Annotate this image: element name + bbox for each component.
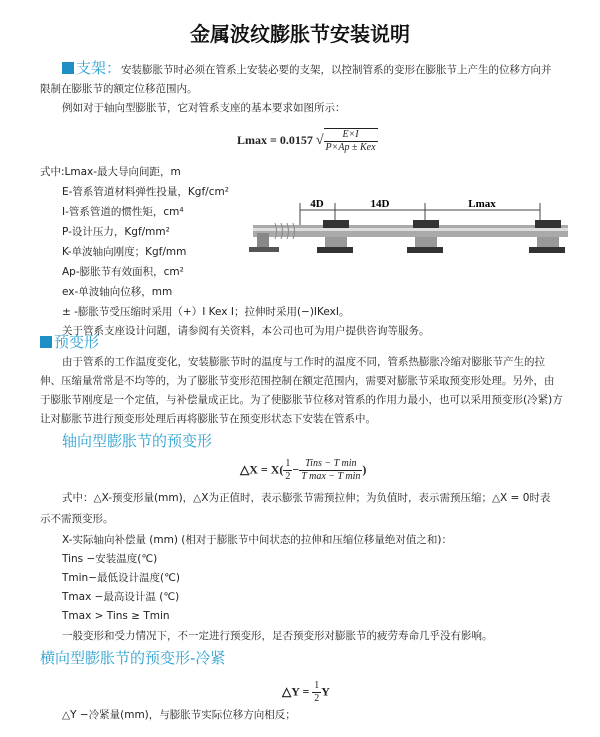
paragraph-text: 式中：△X-预变形量(mm)，△X为正值时，表示膨张节需预拉伸；为负值时，表示需预压缩；△X = 0时表 (62, 492, 551, 504)
support-spacing-diagram (245, 195, 570, 270)
definition: ex-单波轴向位移，mm (62, 286, 173, 298)
definition: Ap-膨胀节有效面积，cm² (62, 266, 184, 278)
dim-label-lmax: Lmax (468, 198, 496, 210)
paragraph-text: 伸、压缩量常常是不均等的，为了膨胀节变形范围控制在额定范围内，需要对膨胀节采取预变形处理。另外，由 (40, 375, 555, 387)
predeform-heading-row (40, 335, 99, 351)
paragraph-text: 由于管系的工作温度变化，安装膨胀节时的温度与工作时的温度不同，管系热膨胀冷缩对膨胀节产生的拉 (62, 356, 545, 368)
definition: P-设计压力，Kgf/mm² (62, 226, 170, 238)
formula-lhs: △X = X( (240, 462, 284, 477)
support-section-line1 (62, 61, 552, 77)
paragraph-text: 于膨胀节刚度是一个定值，与补偿量成正比。为了使膨胀节位移对管系的作用力最小，也可以采用预变形(冷紧)方 (40, 394, 563, 406)
formula-minus: − (292, 462, 300, 477)
definition: Tmax −最高设计温 (℃) (62, 591, 180, 603)
predeform-heading: 预变形 (54, 333, 100, 351)
delta-y-formula (282, 680, 330, 705)
formula-numerator: Tins − T min (299, 458, 362, 471)
paragraph-text: △Y −冷紧量(mm)，与膨胀节实际位移方向相反； (62, 709, 296, 721)
support-heading: 支架： (76, 59, 122, 77)
formula-close: ) (362, 462, 367, 477)
definition: Tmax > Tins ≥ Tmin (62, 610, 170, 622)
delta-x-formula (240, 458, 366, 483)
formula-denominator: 2 (285, 471, 291, 482)
definition: K-单波轴向刚度；Kgf/mm (62, 246, 187, 258)
definition: I-管系管道的惯性矩，cm⁴ (62, 206, 184, 218)
paragraph-text: X-实际轴向补偿量 (mm) (相对于膨胀节中间状态的拉伸和压缩位移量绝对值之和)： (62, 534, 452, 546)
lateral-heading: 横向型膨胀节的预变形-冷紧 (40, 649, 226, 667)
formula-numerator: 1 (314, 680, 320, 691)
formula-denominator: 2 (314, 693, 320, 704)
definition: ± -膨胀节受压缩时采用（+）I Kex I；拉伸时采用(−)IKexI。 (62, 306, 350, 318)
definition: 关于管系支座设计问题，请参阅有关资料，本公司也可为用户提供咨询等服务。 (62, 325, 430, 337)
paragraph-text: 限制在膨胀节的额定位移范围内。 (40, 83, 198, 95)
paragraph-text: 例如对于轴向型膨胀节，它对管系支座的基本要求如图所示： (62, 102, 346, 114)
square-bullet-icon (40, 336, 52, 348)
definition: Tmin−最低设计温度(℃) (62, 572, 180, 584)
axial-heading: 轴向型膨胀节的预变形 (62, 432, 213, 450)
definition: 式中:Lmax-最大导向间距，m (40, 166, 181, 178)
definition: Tins −安装温度(℃) (62, 553, 158, 565)
page-title: 金属波纹膨胀节安装说明 (190, 22, 410, 46)
definition: E-管系管道材料弹性投量，Kgf/cm² (62, 186, 229, 198)
formula-denominator: P×Ap ± Kex (325, 142, 376, 153)
dim-label-14d: 14D (370, 198, 390, 210)
square-bullet-icon (62, 62, 74, 74)
formula-lhs: △Y = (282, 684, 310, 699)
formula-numerator: E×I (324, 129, 378, 142)
formula-numerator: 1 (285, 458, 291, 469)
paragraph-text: 示不需预变形。 (40, 513, 114, 525)
formula-denominator: T max − T min (301, 471, 361, 482)
lmax-formula: Lmax = 0.0157 √ $\frac{E\times I}{\text{P×Ap ± Kex}}$ (237, 129, 376, 153)
paragraph-text: 安装膨胀节时必须在管系上安装必要的支架，以控制管系的变形在膨胀节上产生的位移方向并 (121, 64, 552, 76)
formula-rhs: Y (321, 684, 330, 699)
paragraph-text: 让对膨胀节进行预变形处理后再将膨胀节在预变形状态下安装在管系中。 (40, 413, 376, 425)
formula-lhs: Lmax = 0.0157 (237, 132, 313, 147)
dim-label-4d: 4D (310, 198, 324, 210)
paragraph-text: 一般变形和受力情况下，不一定进行预变形，足否预变形对膨胀节的疲劳寿命几乎没有影响。 (62, 630, 493, 642)
